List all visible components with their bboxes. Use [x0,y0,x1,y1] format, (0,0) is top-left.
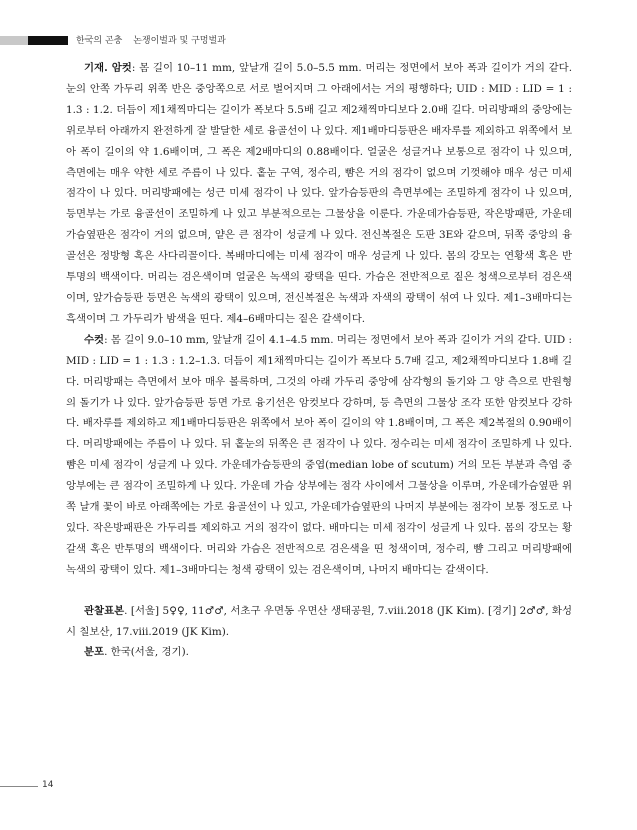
paragraph-text: . 한국(서울, 경기). [104,646,189,659]
description-female [66,58,572,330]
specimens-examined [66,601,572,643]
paragraph-term: 수컷 [84,333,105,346]
header-black-bar [28,36,68,45]
paragraph-term: 기재. 암컷 [84,62,132,74]
body-text [66,58,572,663]
header-book-title: 한국의 곤충 [76,36,123,46]
paragraph-term: 분포 [84,646,105,659]
paragraph-text: : 몸 길이 9.0–10 mm, 앞날개 길이 4.1–4.5 mm. 머리는 정면에서 보아 폭과 길이가 거의 같다. UID : MID : LID = 1 : 1.3 : 1.2–1.3. 더듬이 제1채찍마디는 길이가 폭보다 5.7배 길고, 제2채찍마디보다 1.8배 길다. 머리방패는 측면에서 보아 매우 볼록하며, 그것의 아래 가두리 중앙에 삼각형의 돌기와 그 양 측으로 반원형의 돌기가 나 있다. 앞가슴등판 등면 가로 융기선은 암컷보다 강하며, 등 측면의 그물상 조각 또한 암컷보다 강하다. 배자루를 제외하고 제1배마디등판은 위쪽에서 보아 폭이 길이의 약 1.8배이며, 그 폭은 제2복절의 0.90배이다. 머리방패에는 주름이 나 있다. 뒤 홑눈의 뒤쪽은 큰 점각이 나 있다. 정수리는 미세 점각이 조밀하게 나 있다. 뺨은 미세 점각이 성글게 나 있다. 가운데가슴등판의 중엽(median lobe of scutum) 거의 모든 부분과 측엽 중앙부에는 큰 점각이 조밀하게 나 있다. 가운데 가슴 상부에는 점각 사이에서 그물상을 이루며, 가운데가슴옆판 위쪽 날개 꽃이 바로 아래쪽에는 가로 융골선이 나 있고, 가운데가슴옆판의 나머지 부분에는 점각이 보통 정도로 나 있다. 작은방패판은 가두리를 제외하고 거의 점각이 없다. 배마디는 미세 점각이 성글게 나 있다. 몸의 강모는 황갈색 혹은 반투명의 백색이다. 머리와 가슴은 전반적으로 검은색을 띤 청색이며, 정수리, 뺨 그리고 머리방패에 녹색의 광택이 있다. 제1–3배마디는 청색 광택이 있는 검은색이며, 나머지 배마디는 갈색이다. [66,333,572,576]
paragraph-text: . [서울] 5♀♀, 11♂♂, 서초구 우면동 우면산 생태공원, 7.viii.2018 (JK Kim). [경기] 2♂♂, 화성시 칠보산, 17.viii.2019 (JK Kim). [66,604,572,638]
page-number: 14 [42,780,54,790]
paragraph-term: 관찰표본 [84,604,125,617]
header-section-title: 논쟁이벌과 및 구멍벌과 [133,36,226,46]
paragraph-text: : 몸 길이 10–11 mm, 앞날개 길이 5.0–5.5 mm. 머리는 정면에서 보아 폭과 길이가 거의 같다. 눈의 안쪽 가두리 위쪽 반은 중앙쪽으로 서로 벌어지며 그 아래에서는 거의 평행하다; UID : MID : LID = 1 : 1.3 : 1.2. 더듬이 제1채찍마디는 길이가 폭보다 5.5배 길고 제2채찍마디보다 2.0배 길다. 머리방패의 중앙에는 위로부터 아래까지 완전하게 잘 발달한 세로 융골선이 나 있다. 제1배마디등판은 배자루를 제외하고 위쪽에서 보아 폭이 길이의 약 1.6배이며, 그 폭은 제2배마디의 0.88배이다. 얼굴은 성글거나 보통으로 점각이 나 있으며, 측면에는 매우 약한 세로 주름이 나 있다. 홑눈 구역, 정수리, 뺨은 거의 점각이 없으며 기껏해야 매우 성근 미세 점각이 나 있다. 머리방패에는 성근 미세 점각이 나 있다. 앞가슴등판의 측면부에는 조밀하게 점각이 나 있으며, 등면부는 가로 융골선이 조밀하게 나 있고 부분적으로는 그물상을 이룬다. 가운데가슴등판, 작은방패판, 가운데가슴옆판은 점각이 거의 없으며, 얕은 큰 점각이 성글게 나 있다. 전신복절은 도판 3E와 같으며, 뒤쪽 중앙의 융골선은 정방형 혹은 사다리꼴이다. 복배마디에는 미세 점각이 매우 성글게 나 있다. 몸의 강모는 연황색 혹은 반투명의 백색이다. 머리는 검은색이며 얼굴은 녹색의 광택을 띤다. 가슴은 전반적으로 짙은 청색으로부터 검은색이며, 앞가슴등판 등면은 녹색의 광택이 있으며, 전신복절은 녹색과 자색의 광택이 섞여 나 있다. 제1–3배마디는 흑색이며 그 가두리가 밤색을 띤다. 제4–6배마디는 짙은 갈색이다. [66,62,573,325]
footer-rule [0,786,38,787]
description-male [66,330,572,581]
running-header [76,33,234,46]
distribution [66,642,572,663]
header-gray-bar [0,36,28,45]
